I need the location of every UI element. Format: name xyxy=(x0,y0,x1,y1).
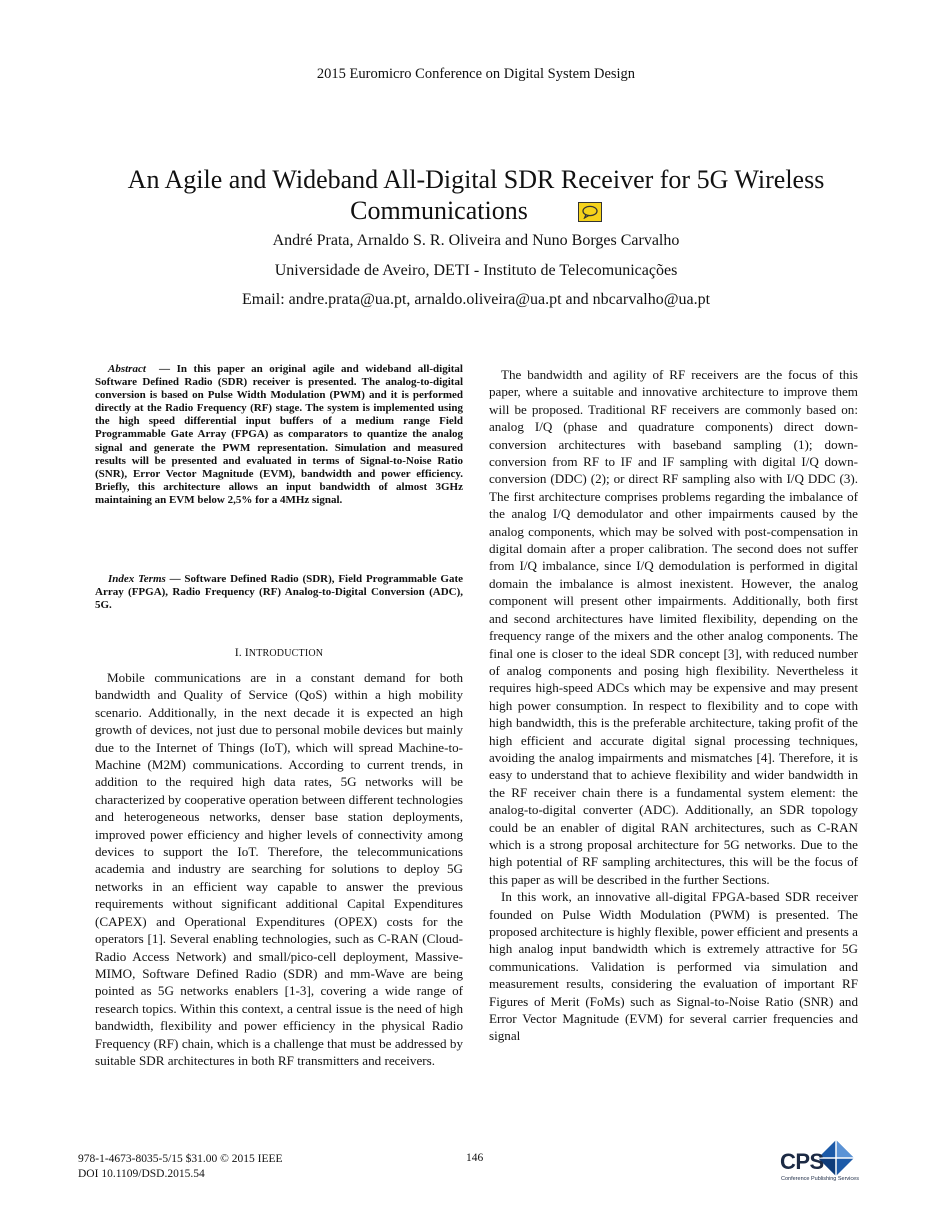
footer-isbn: 978-1-4673-8035-5/15 $31.00 © 2015 IEEE xyxy=(78,1153,283,1165)
right-paragraph-1: The bandwidth and agility of RF receivers are the focus of this paper, where a suitable and innovative architecture to improve them will be proposed. Traditional RF receivers are commonly based on: analog I/Q (phase and quadrature components) direct down-conversion architectures with baseband sampling (1); down-conversion from RF to IF and IF sampling with digital I/Q down-conversion (DDC) (2); or direct RF sampling also with I/Q DDC (3). The first architecture comprises problems regarding the imbalance of the analog I/Q demodulator and other impairments caused by the analog components, which may be solved with post-compensation in digital domain after a proper calibration. The second does not suffer from I/Q imbalance, since I/Q demodulation is performed in digital domain the imbalance is almost inexistent. However, the analog component will present other impairments. Additionally, both first and second architectures have limited flexibility, depending on the frequency range of the mixers and the other analog components. The final one is closer to the ideal SDR concept [3], with reduced number of analog components and posing high flexibility. Nevertheless it requires high-speed ADCs which may be expensive and may present high power consumption. In respect to flexibility and to cope with high bandwidth, this is the preferable architecture, taking profit of the high efficient and accurate digital signal processing techniques, avoiding the analog impairments and mismatches [4]. Therefore, it is easy to understand that to achieve flexibility and wider bandwidth in the RF receiver chain there is a fundamental system element: the analog-to-digital converter (ADC). Additionally, an SDR topology could be an enabler of digital RAN architectures, such as C-RAN which is a strong proposal architecture for 5G networks. Due to the high potential of RF sampling architectures, this will be the focus of this paper as will be described in the further Sections. xyxy=(489,367,858,887)
page-number: 146 xyxy=(466,1152,484,1164)
right-paragraph-2: In this work, an innovative all-digital FPGA-based SDR receiver founded on Pulse Width Modulation (PWM) is presented. The proposed architecture is highly flexible, power efficient and presents a high analog input bandwidth which is extremely attractive for 5G communications. Validation is performed via simulation and measurement results, considering the evaluation of important RF Figures of Merit (FoMs) such as Signal-to-Noise Ratio (SNR) and Error Vector Magnitude (EVM) for several carrier frequencies and signal xyxy=(489,889,858,1044)
index-terms xyxy=(95,573,463,612)
conference-header: 2015 Euromicro Conference on Digital System Design xyxy=(316,66,636,82)
abstract xyxy=(95,363,463,507)
abstract-text: — In this paper an original agile and wideband all-digital Software Defined Radio (SDR) receiver is presented. The analog-to-digital conversion is based on Pulse Width Modulation (PWM) and it is performed directly at the Radio Frequency (RF) stage. The system is implemented using the high speed differential input buffers of a medium range Field Programmable Gate Array (FPGA) as comparators to quantize the analog signal and generate the PWM representation. Simulation and measured results will be presented and evaluated in terms of Signal-to-Noise Ratio (SNR), Error Vector Magnitude (EVM), bandwidth and power efficiency. Briefly, this architecture allows an input bandwidth of almost 3GHz maintaining an EVM below 2,5% for a 4MHz signal. xyxy=(95,363,463,506)
comment-note-icon[interactable] xyxy=(578,202,602,222)
cps-logo-subtitle: Conference Publishing Services xyxy=(781,1176,859,1182)
right-column xyxy=(489,366,858,1045)
footer-info xyxy=(78,1152,283,1182)
index-terms-label: Index Terms xyxy=(108,573,166,585)
email-line: Email: andre.prata@ua.pt, arnaldo.oliveira@ua.pt and nbcarvalho@ua.pt xyxy=(241,291,711,308)
paper-title-text: An Agile and Wideband All-Digital SDR Receiver for 5G Wireless Communications xyxy=(127,165,825,225)
section-title-rest: NTRODUCTION xyxy=(248,648,324,659)
index-terms-text: — Software Defined Radio (SDR), Field Programmable Gate Array (FPGA), Radio Frequency (RF) Analog-to-Digital Conversion (ADC), 5G. xyxy=(95,573,463,612)
footer-doi: DOI 10.1109/DSD.2015.54 xyxy=(78,1168,205,1180)
introduction-paragraph: Mobile communications are in a constant demand for both bandwidth and Quality of Service (QoS) within a high mobility scenario. Additionally, in the next decade it is expected an high growth of devices, not just due to personal mobile devices but mainly due to the Internet of Things (IoT), which will spread Machine-to-Machine (M2M) communications. According to current trends, in addition to the required high data rates, 5G networks will be characterized by cooperative operation between different technologies and heterogeneous networks, denser base station deployments, improved power efficiency and higher levels of connectivity among devices to support the IoT. Therefore, the telecommunications academia and industry are searching for solutions to deploy 5G networks in an efficient way capable to answer the previous requirements without significant additional Capital Expenditures (CAPEX) and Operational Expenditures (OPEX) costs for the operators [1]. Several enabling technologies, such as C-RAN (Cloud-Radio Access Network) and small/pico-cell deployment, Massive-MIMO, Software Defined Radio (SDR) and mm-Wave are being pointed as 5G networks enablers [1-3], covering a wide range of research topics. Within this context, a central issue is the need of high bandwidth, flexibility and power efficiency in the physical Radio Frequency (RF) chain, which is a challenge that must be addressed by suitable SDR architectures in both RF transmitters and receivers. xyxy=(95,670,463,1068)
section-number: I. xyxy=(234,645,242,659)
authors: André Prata, Arnaldo S. R. Oliveira and Nuno Borges Carvalho xyxy=(272,232,680,249)
cps-logo-text: CPS xyxy=(780,1149,824,1174)
paper-title xyxy=(60,164,892,226)
abstract-label: Abstract xyxy=(108,363,146,375)
affiliation: Universidade de Aveiro, DETI - Instituto de Telecomunicações xyxy=(274,262,678,279)
section-first-letter: I xyxy=(244,645,249,659)
section-heading-introduction xyxy=(95,645,463,660)
